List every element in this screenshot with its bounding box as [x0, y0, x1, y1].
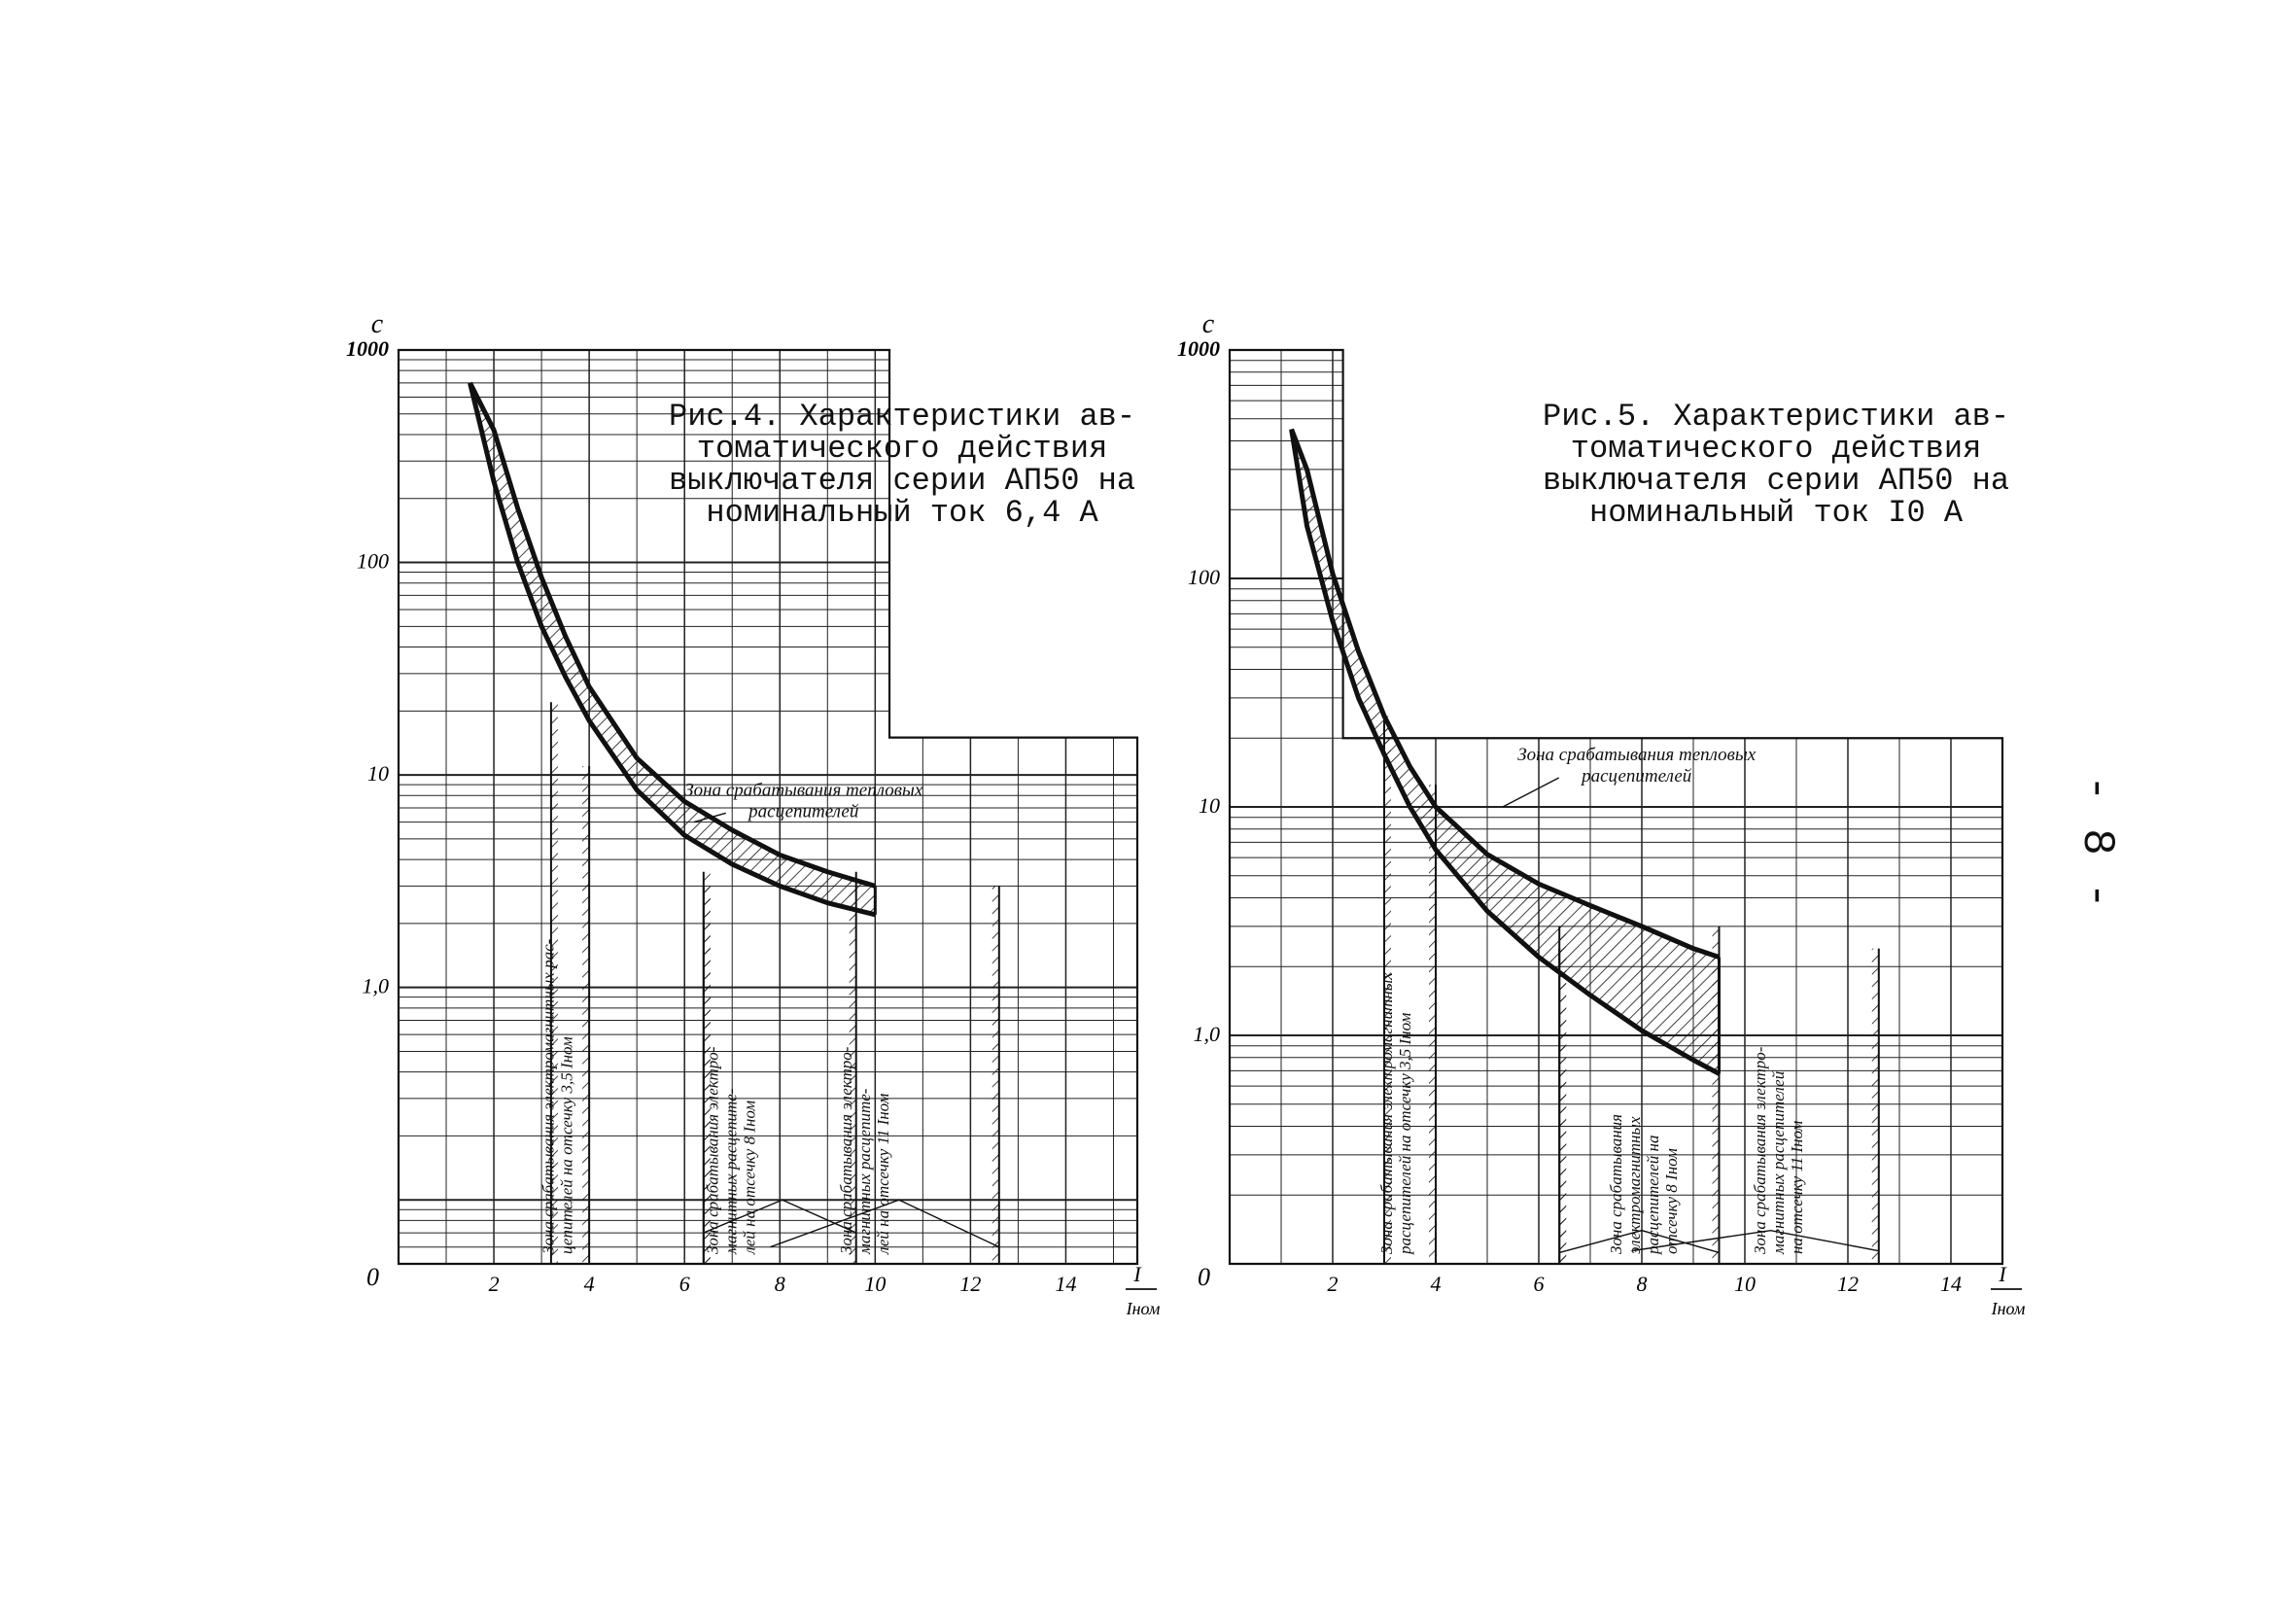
annotation-leader: [1503, 778, 1559, 807]
zone-label-line: магнитных расцепите-: [854, 1088, 874, 1254]
x-tick-label: 12: [959, 1272, 982, 1296]
zone-label-line: Зона срабатывания: [1606, 1113, 1625, 1254]
x-tick-label: 8: [1636, 1272, 1648, 1296]
thermal-zone-annotation: расцепителей: [748, 801, 859, 822]
caption-line: Рис.5. Характеристики ав-: [1543, 399, 2010, 435]
y-tick-label: 100: [357, 548, 389, 574]
x-axis-label-denominator: Iном: [1126, 1299, 1161, 1318]
figure-4-caption: [669, 401, 1135, 529]
zone-label-line: Зона срабатывания электромагнитных: [1376, 972, 1396, 1254]
caption-line: Рис.4. Характеристики ав-: [669, 399, 1136, 435]
zone-label-line: Зона срабатывания электро-: [1751, 1046, 1770, 1254]
zone-label-line: Зона срабатывания электромагнитных рас-: [539, 938, 558, 1254]
y-axis-label: с: [1201, 309, 1215, 339]
zone-label-line: расцепителей на: [1643, 1135, 1662, 1254]
caption-line: томатического действия: [1570, 431, 1982, 467]
y-tick-label: 1000: [1177, 336, 1220, 361]
caption-line: номинальный ток I0 А: [1589, 495, 1964, 531]
x-tick-label: 14: [1055, 1272, 1077, 1296]
zone-label-line: Зона срабатывания электро-: [836, 1046, 855, 1254]
zone-label-line: электромагнитных: [1624, 1116, 1644, 1254]
zone-label: [1751, 1046, 1806, 1255]
zone-label-line: отсечку 8 Iном: [1661, 1148, 1681, 1254]
x-tick-label: 2: [1327, 1272, 1339, 1296]
zone-hatch: [1872, 949, 1879, 1264]
zone-hatch: [992, 886, 999, 1264]
zone-label: [704, 1046, 759, 1255]
y-tick-label: 10: [367, 761, 389, 787]
zone-label: [1607, 1114, 1681, 1255]
x-tick-label: 14: [1940, 1272, 1962, 1296]
x-tick-label: 6: [678, 1272, 690, 1296]
x-axis-label-denominator: Iном: [1991, 1299, 2026, 1318]
x-tick-label: 2: [488, 1272, 500, 1296]
page-number: - 8 -: [2071, 774, 2123, 910]
zone-label-line: цепителей на отсечку 3,5 Iном: [557, 1036, 576, 1254]
zone-hatch: [582, 766, 589, 1264]
zone-label-line: лей на отсечку 11 Iном: [873, 1093, 892, 1254]
zone-label-line: лей на отсечку 8 Iном: [740, 1100, 759, 1254]
zone-label-line: Зона срабатывания электро-: [703, 1046, 722, 1254]
zone-label-line: расцепителей на отсечку 3,5 Iном: [1395, 1012, 1414, 1254]
zone-label: [1377, 972, 1414, 1255]
x-axis-label-numerator: I: [1133, 1262, 1141, 1286]
thermal-zone-annotation: расцепителей: [1582, 766, 1692, 787]
zone-label-line: на отсечку 11 Iном: [1788, 1120, 1807, 1254]
x-tick-label: 4: [583, 1272, 595, 1296]
y-tick-label: 1,0: [1193, 1022, 1220, 1046]
x-tick-label: 4: [1430, 1272, 1442, 1296]
caption-line: томатического действия: [696, 431, 1108, 467]
caption-line: номинальный ток 6,4 А: [706, 495, 1098, 531]
y-tick-label: 1,0: [362, 973, 389, 998]
y-tick-label: 100: [1188, 565, 1220, 589]
caption-line: выключателя серии АП50 на: [669, 463, 1136, 499]
zone-hatch: [1559, 949, 1566, 1264]
y-axis-label: с: [370, 309, 384, 339]
y-tick-label: 1000: [346, 336, 389, 361]
caption-line: выключателя серии АП50 на: [1543, 463, 2010, 499]
y-tick-label: 10: [1199, 793, 1220, 818]
x-axis-label-numerator: I: [1999, 1262, 2006, 1286]
zone-label-line: магнитных расцепите-: [721, 1088, 741, 1254]
figure-5-caption: [1543, 401, 2009, 529]
x-tick-label: 10: [1734, 1272, 1756, 1296]
thermal-zone-annotation: Зона срабатывания тепловых: [1517, 745, 1757, 766]
zone-label: [837, 1046, 892, 1255]
zone-hatch: [1429, 785, 1436, 1264]
origin-label: 0: [366, 1263, 379, 1291]
thermal-zone-annotation: Зона срабатывания тепловых: [684, 780, 923, 801]
x-tick-label: 8: [774, 1272, 785, 1296]
x-tick-label: 10: [864, 1272, 887, 1296]
zone-label-line: магнитных расцепителей: [1769, 1070, 1789, 1254]
x-tick-label: 12: [1837, 1272, 1859, 1296]
x-tick-label: 6: [1533, 1272, 1545, 1296]
origin-label: 0: [1198, 1263, 1210, 1291]
